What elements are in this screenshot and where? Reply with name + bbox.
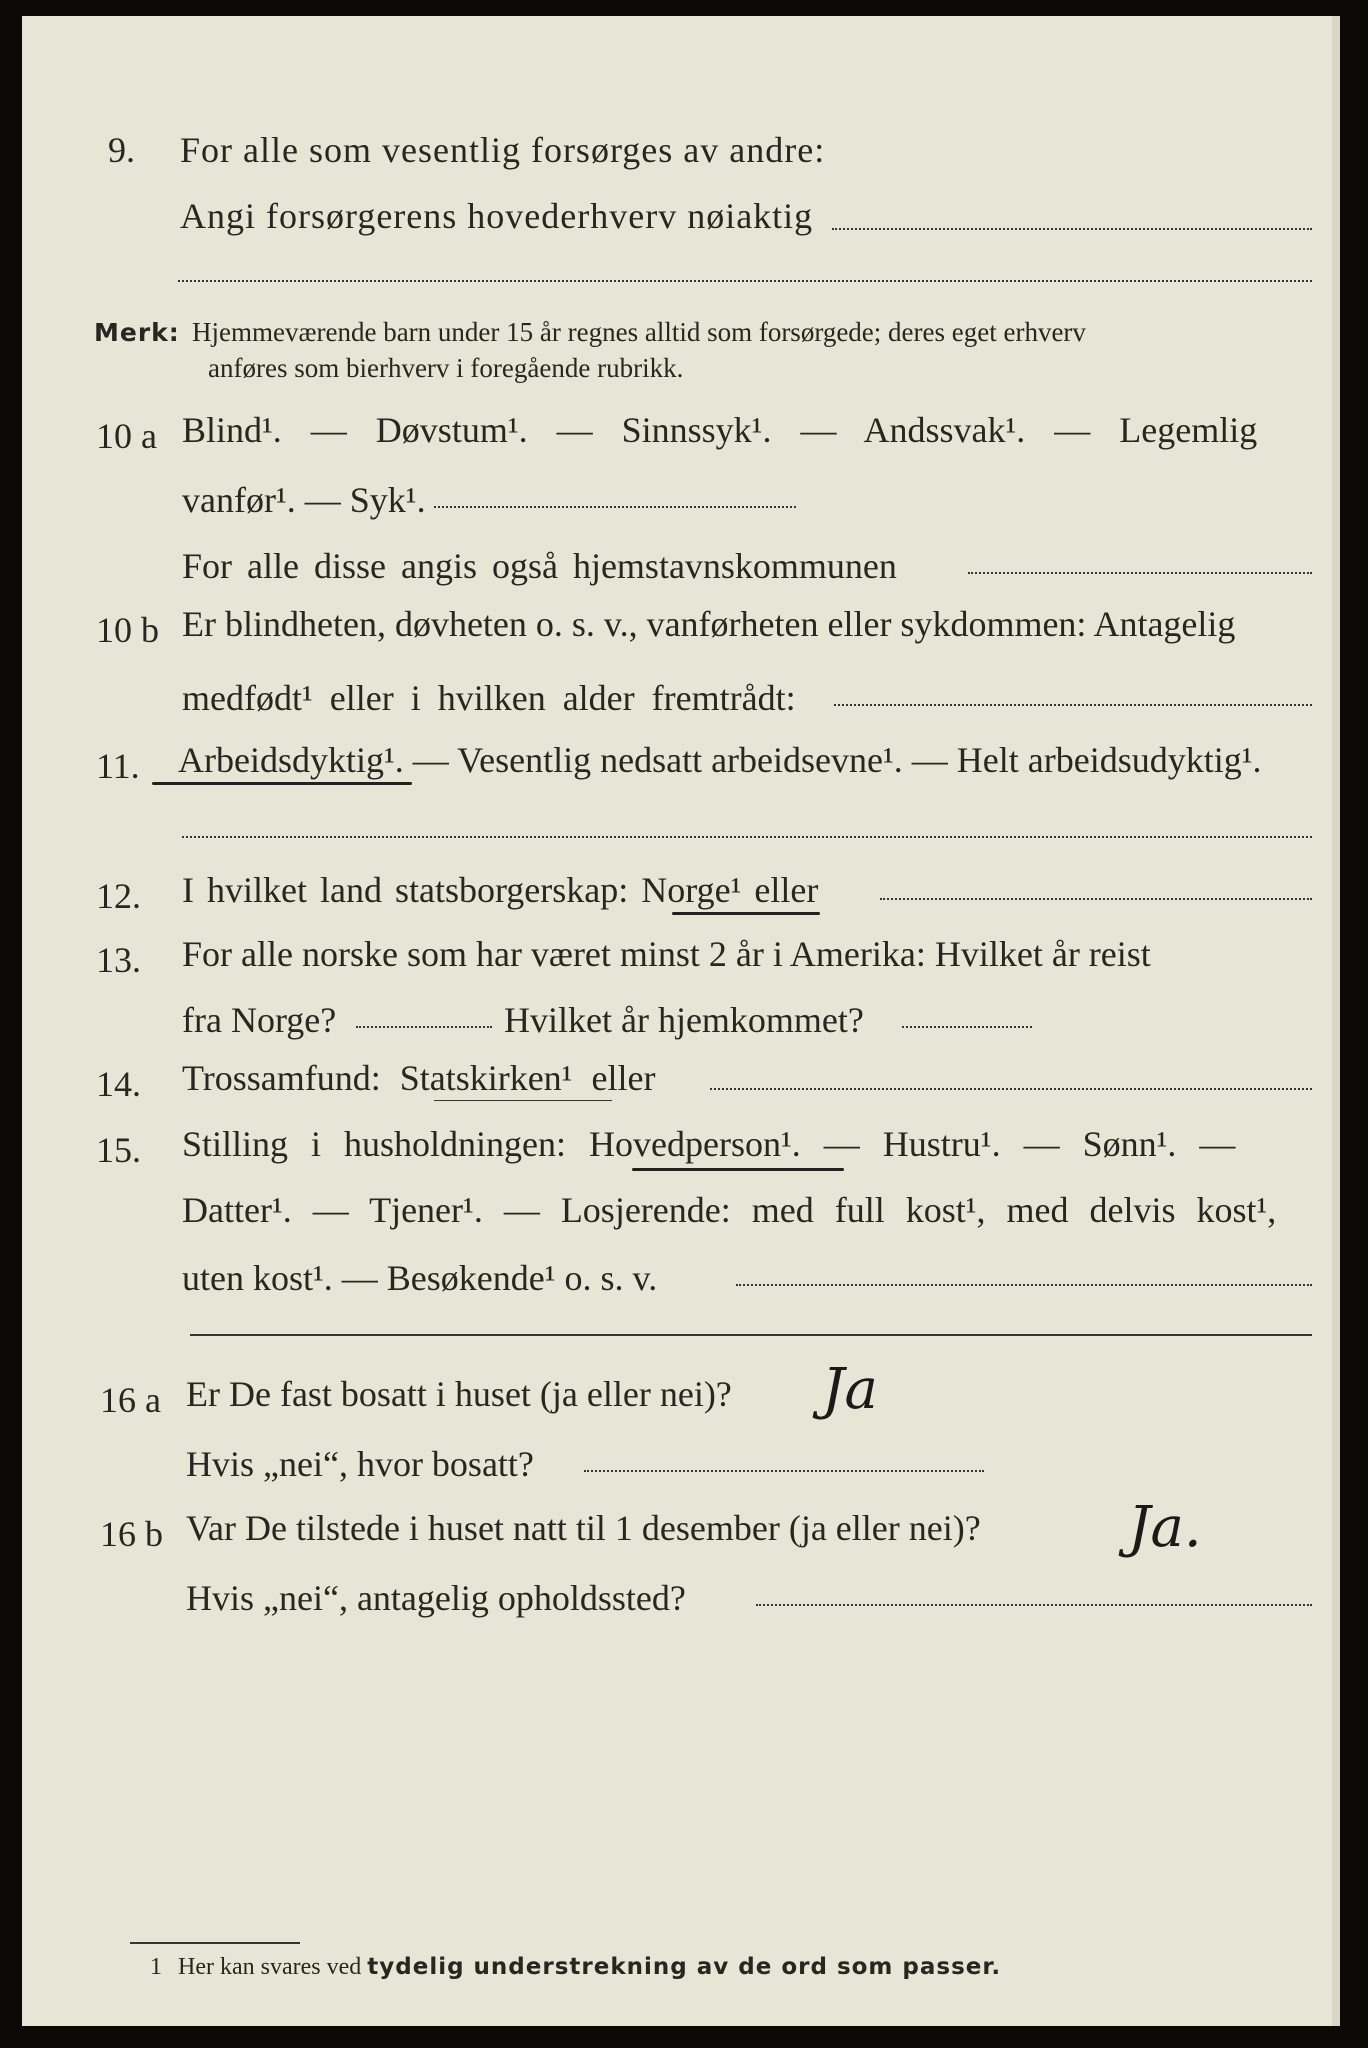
footnote-rule (130, 1942, 300, 1944)
q9-answer-field-2[interactable] (178, 280, 1312, 282)
q11-answer-field[interactable] (182, 836, 1312, 838)
q10a-options-2: vanfør¹. — Syk¹. (182, 480, 426, 520)
q13-question: For alle norske som har været minst 2 år i Amerika: Hvilket år reist (182, 934, 1151, 974)
q9-subquestion: Angi forsørgerens hovederhverv nøiaktig (180, 196, 814, 236)
q10a-number: 10 a (96, 416, 157, 456)
q14-question: Trossamfund: Statskirken¹ eller (182, 1058, 656, 1098)
q15-options: Stilling i husholdningen: Hovedperson¹. — Hustru¹. — Sønn¹. — (182, 1124, 1236, 1164)
q14-number: 14. (96, 1064, 141, 1104)
census-form-page (22, 16, 1340, 2026)
q10a-municipality-field[interactable] (968, 572, 1312, 574)
q10a-home-municipality: For alle disse angis også hjemstavnskommunen (182, 546, 897, 586)
footnote-text-plain: Her kan svares ved (178, 1954, 362, 1980)
q16b-number: 16 b (100, 1514, 163, 1554)
q10b-question: Er blindheten, døvheten o. s. v., vanførheten eller sykdommen: Antagelig (182, 604, 1236, 644)
q12-question: I hvilket land statsborgerskap: Norge¹ eller (182, 870, 819, 910)
q16a-where-label: Hvis „nei“, hvor bosatt? (186, 1444, 534, 1484)
q15-selected-underline (632, 1168, 844, 1171)
q15-options-3: uten kost¹. — Besøkende¹ o. s. v. (182, 1258, 658, 1298)
q12-number: 12. (96, 876, 141, 916)
footnote-text (178, 1952, 1001, 1982)
q10b-answer-field[interactable] (834, 704, 1312, 706)
q13-returned-year-label: Hvilket år hjemkommet? (504, 1000, 864, 1040)
q10b-number: 10 b (96, 610, 159, 650)
q11-number: 11. (96, 746, 140, 786)
q15-number: 15. (96, 1130, 141, 1170)
footnote-text-bold: tydelig understrekning av de ord som passer. (367, 1954, 1002, 1980)
q12-answer-field[interactable] (880, 898, 1312, 900)
q16b-location-label: Hvis „nei“, antagelig opholdssted? (186, 1578, 686, 1618)
footnote-mark: 1 (150, 1954, 162, 1980)
q13-returned-year-field[interactable] (902, 1026, 1032, 1028)
q16b-handwritten-answer[interactable]: Ja. (1128, 1495, 1202, 1560)
q11-selected-underline (152, 782, 412, 785)
q15-options-2: Datter¹. — Tjener¹. — Losjerende: med full kost¹, med delvis kost¹, (182, 1190, 1277, 1230)
merk-label: Merk: (94, 318, 180, 347)
q14-selected-underline (434, 1100, 612, 1101)
q9-answer-field[interactable] (832, 228, 1312, 230)
q12-selected-underline (672, 912, 820, 915)
q11-options: Arbeidsdyktig¹. — Vesentlig nedsatt arbeidsevne¹. — Helt arbeidsudyktig¹. (178, 740, 1262, 780)
q14-answer-field[interactable] (710, 1088, 1312, 1090)
q15-answer-field[interactable] (736, 1284, 1312, 1286)
q9-question: For alle som vesentlig forsørges av andre: (180, 130, 826, 170)
q16a-question: Er De fast bosatt i huset (ja eller nei)? (186, 1374, 732, 1414)
q13-left-year-field[interactable] (356, 1026, 492, 1028)
q15-answer-field-2[interactable] (190, 1334, 1312, 1336)
q13-number: 13. (96, 940, 141, 980)
q10a-options: Blind¹. — Døvstum¹. — Sinnssyk¹. — Andssvak¹. — Legemlig (182, 410, 1258, 450)
q16b-location-field[interactable] (756, 1604, 1312, 1606)
q16a-number: 16 a (100, 1380, 161, 1420)
q9-number: 9. (108, 130, 135, 170)
q16b-question: Var De tilstede i huset natt til 1 desember (ja eller nei)? (186, 1508, 981, 1548)
q16a-handwritten-answer[interactable]: Ja (822, 1357, 878, 1422)
q10b-question-2: medfødt¹ eller i hvilken alder fremtrådt: (182, 678, 796, 718)
q10a-answer-field[interactable] (434, 506, 796, 508)
q13-left-year-label: fra Norge? (182, 1000, 337, 1040)
merk-note-line1: Hjemmeværende barn under 15 år regnes alltid som forsørgede; deres eget erhverv (192, 317, 1086, 347)
q16a-where-field[interactable] (584, 1470, 984, 1472)
merk-note-line2: anføres som bierhverv i foregående rubrikk. (208, 353, 684, 383)
